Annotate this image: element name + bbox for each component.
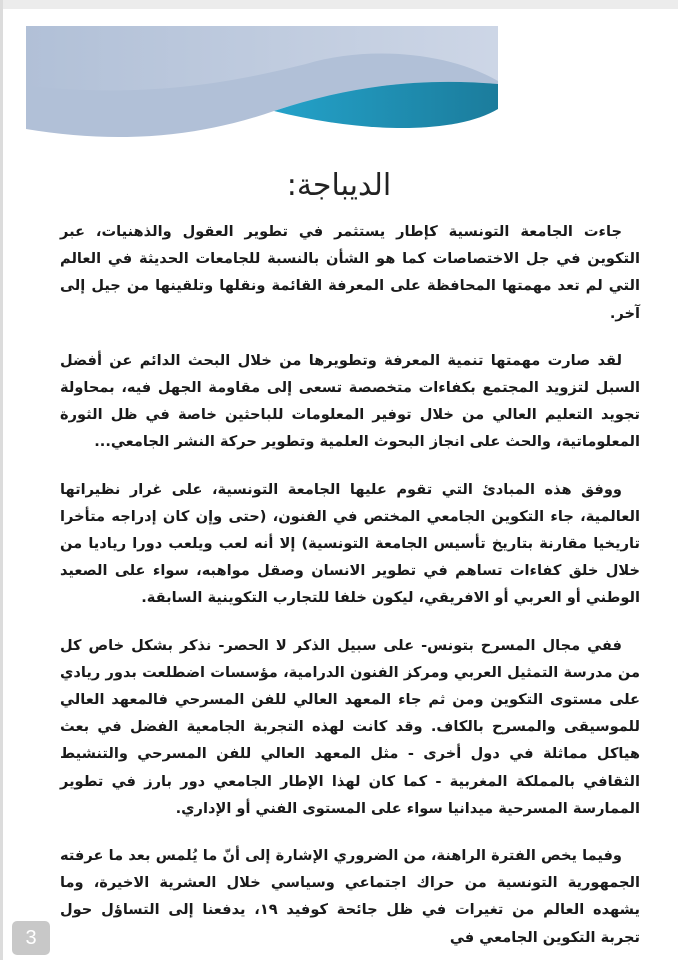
paragraph-intro: جاءت الجامعة التونسية كإطار يستثمر في تطوير العقول والذهنيات، عبر التكوين في جل الاختصاصات كما هو الشأن بالنسبة للجامعات الحديثة في العالم التي لم تعد مهمتها المحافظة على المعرفة القائمة ونقلها وتلقينها من جيل إلى آخر. <box>60 223 640 322</box>
document-body <box>60 218 640 971</box>
wave-banner-graphic <box>26 26 498 144</box>
document-title: الديباجة: <box>286 168 392 203</box>
paragraph-theatre: ففي مجال المسرح بتونس- على سبيل الذكر لا الحصر- نذكر بشكل خاص كل من مدرسة التمثيل العربي ومركز الفنون الدرامية، مؤسسات اضطلعت بدور ريادي على مستوى التكوين ومن ثم جاء المعهد العالي للفن المسرحي فالمعهد العالي للموسيقى والمسرح بالكاف. وقد كانت لهذه التجربة الجامعية الفضل في بعث هياكل مماثلة في دول أخرى - مثل المعهد العالي للفن المسرحي والتنشيط الثقافي بالمملكة المغربية - كما كان لهذا الإطار الجامعي دور بارز في تطوير الممارسة المسرحية ميدانيا سواء على المستوى الفني أو الإداري. <box>60 636 640 817</box>
page-number-badge: 3 <box>12 921 50 955</box>
paragraph-arts-training: ووفق هذه المبادئ التي تقوم عليها الجامعة التونسية، على غرار نظيراتها العالمية، جاء التكوين الجامعي المختص في الفنون، (حتى وإن كان إدراجه متأخرا تاريخيا مقارنة بتاريخ تأسيس الجامعة التونسية) إلا أنه لعب ويلعب دورا رياديا من خلال خلق كفاءات تساهم في تطوير الانسان وصقل مواهبه، سواء على الصعيد الوطني أو العربي أو الافريقي، ليكون خلفا للتجارب التكوينية السابقة. <box>60 480 640 607</box>
paragraph-mission: لقد صارت مهمتها تنمية المعرفة وتطويرها من خلال البحث الدائم عن أفضل السبل لتزويد المجتمع بكفاءات متخصصة تسعى إلى مقاومة الجهل فيه، بمحاولة تجويد التعليم العالي من خلال توفير المعلومات للباحثين خاصة في ظل الثورة المعلوماتية، والحث على انجاز البحوث العلمية وتطوير حركة النشر الجامعي... <box>60 351 640 451</box>
paragraph-current-period: وفيما يخص الفترة الراهنة، من الضروري الإشارة إلى أنّ ما يُلمس بعد ما عرفته الجمهورية التونسية من حراك اجتماعي وسياسي خلال العشرية الاخيرة، وما يشهده العالم من تغيرات في ظل جائحة كوفيد ١٩، يدفعنا إلى التساؤل حول تجربة التكوين الجامعي في <box>60 847 640 946</box>
wave-banner-icon <box>26 26 498 144</box>
page-left-edge <box>0 0 3 960</box>
top-strip <box>0 0 678 9</box>
